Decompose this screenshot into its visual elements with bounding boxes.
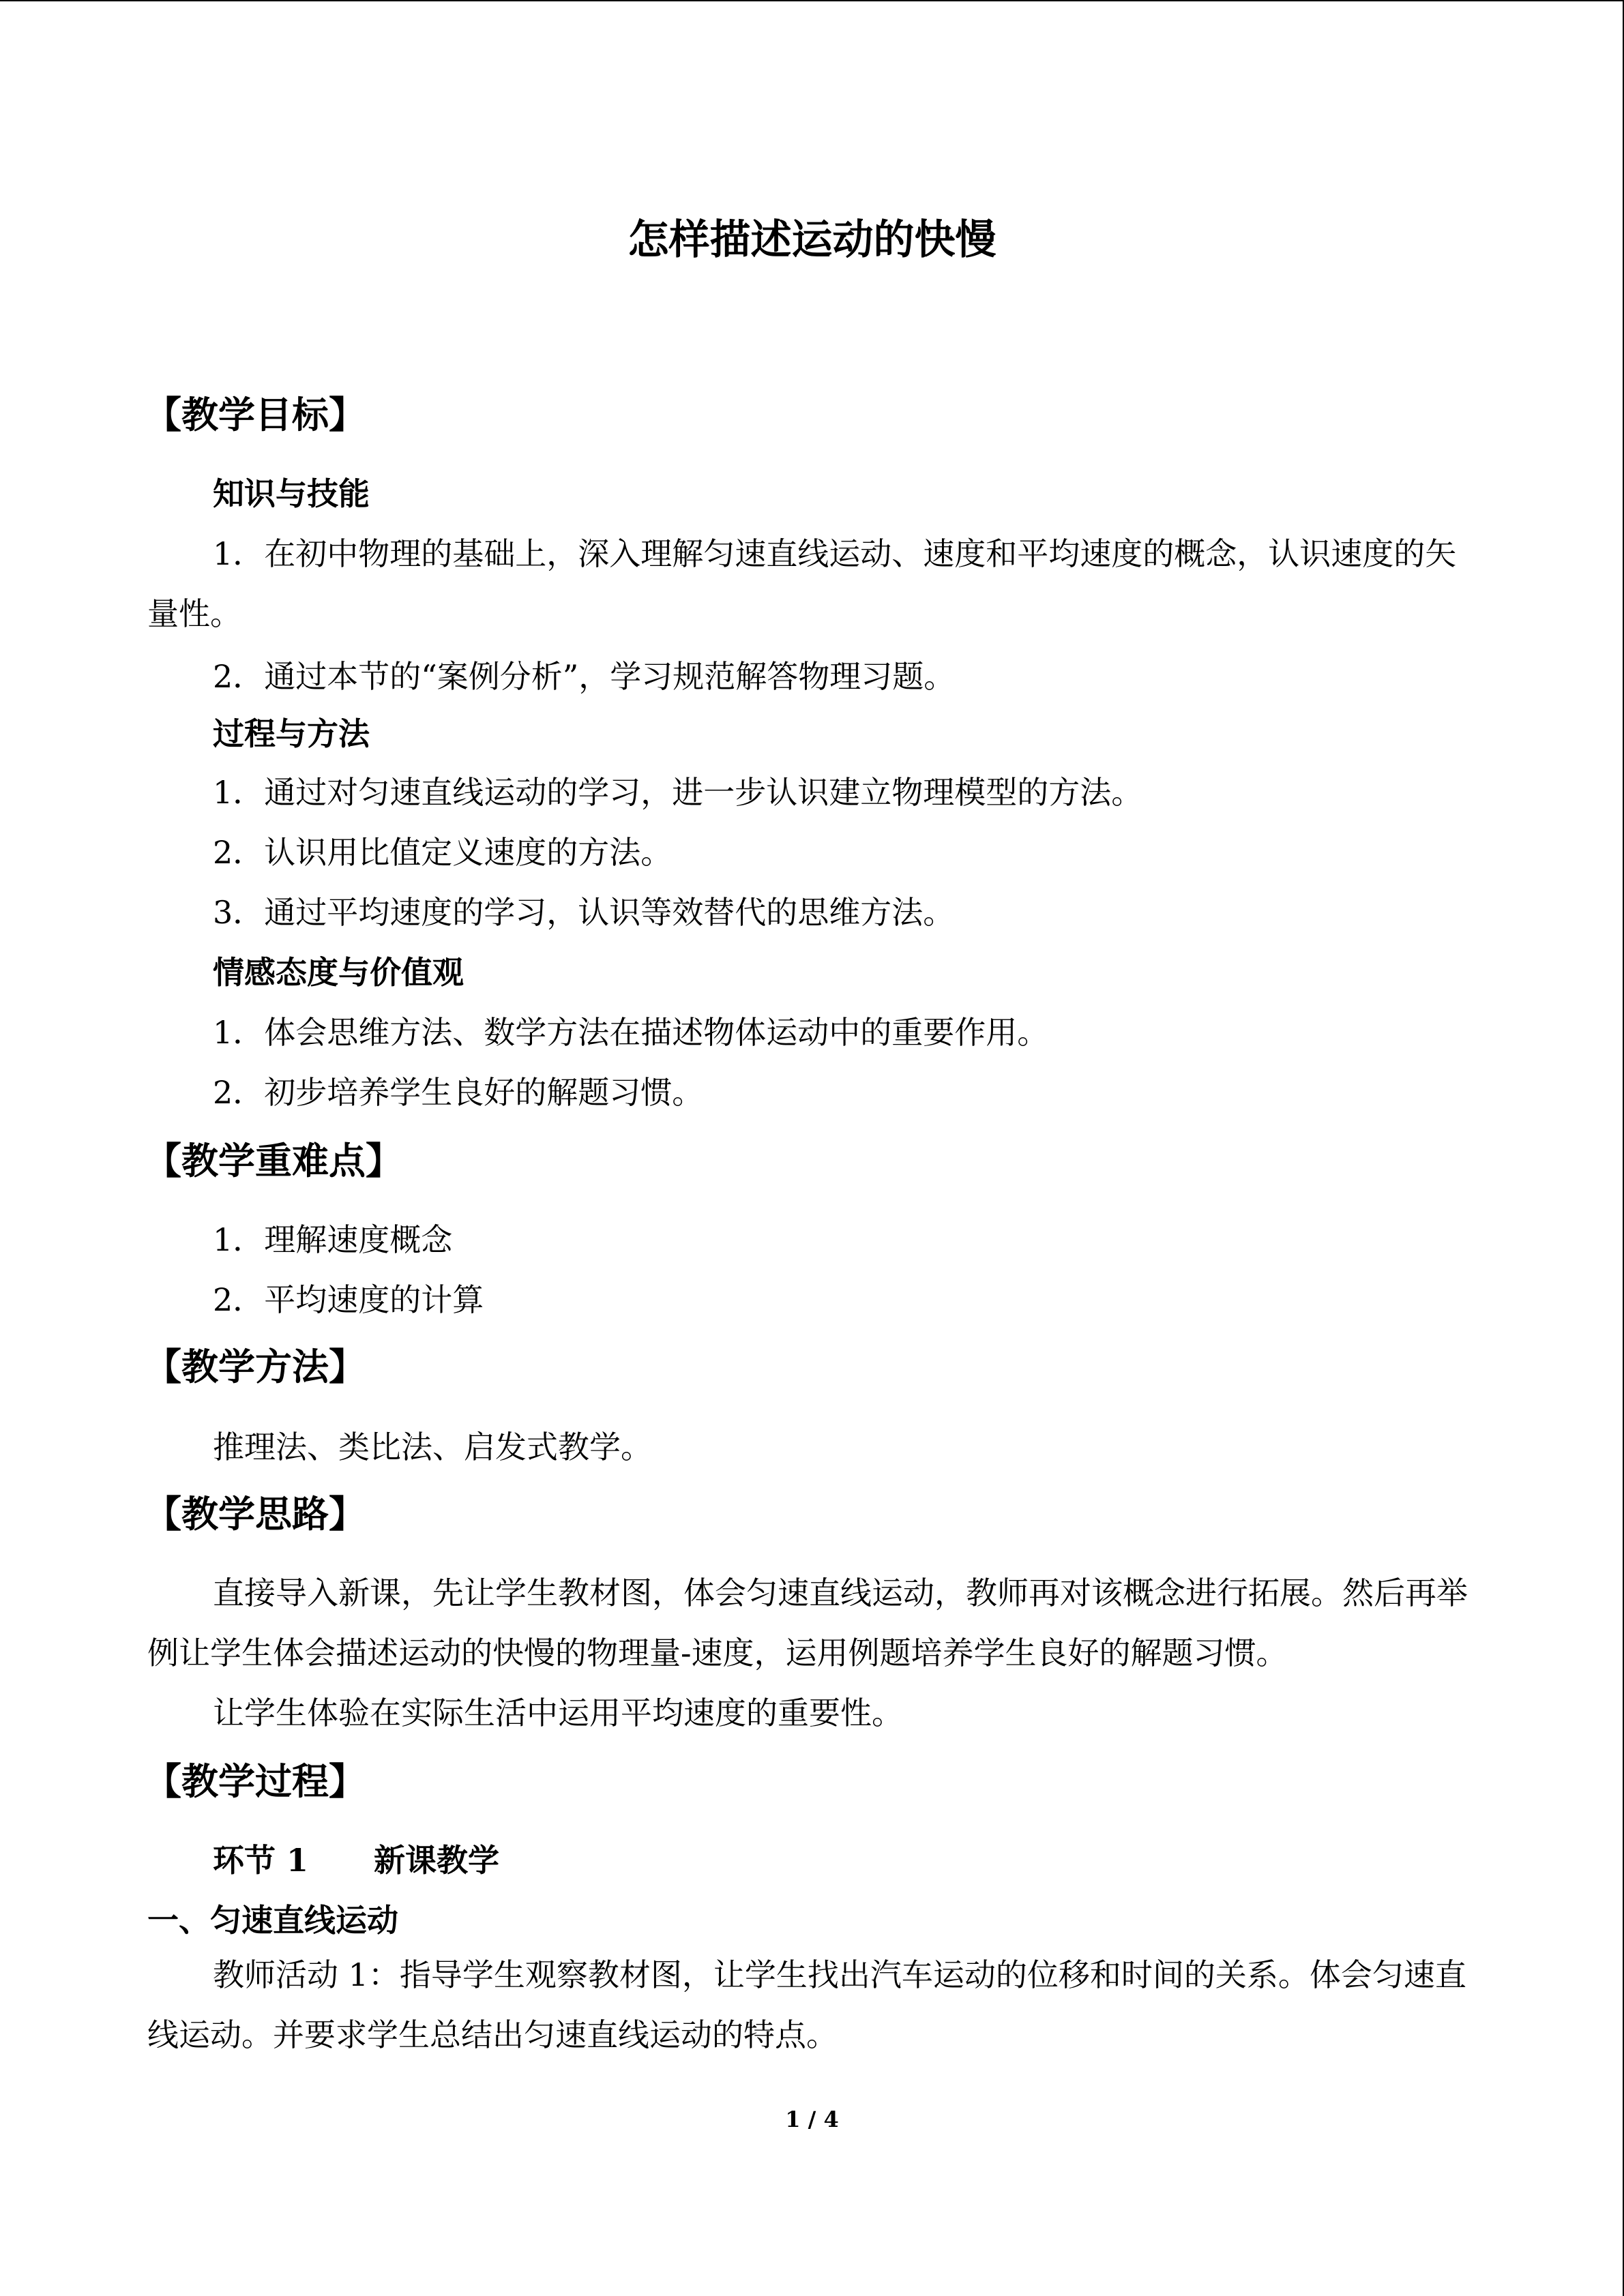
attitude-subheading: 情感态度与价值观 (213, 954, 464, 991)
attitude-item-2: 2．初步培养学生良好的解题习惯。 (213, 1074, 704, 1111)
knowledge-item-1: 1．在初中物理的基础上，深入理解匀速直线运动、速度和平均速度的概念，认识速度的矢量性。 (147, 535, 1457, 632)
keypoints-item-1: 1．理解速度概念 (213, 1221, 453, 1258)
knowledge-subheading: 知识与技能 (213, 475, 370, 512)
keypoints-heading: 【教学重难点】 (145, 1139, 402, 1182)
teacher-activity-1: 教师活动 1：指导学生观察教材图，让学生找出汽车运动的位移和时间的关系。体会匀速直线运动。并要求学生总结出匀速直线运动的特点。 (147, 1956, 1466, 2053)
process-item-3: 3．通过平均速度的学习，认识等效替代的思维方法。 (213, 894, 955, 931)
section-1-title: 一、匀速直线运动 (147, 1902, 398, 1939)
step-heading (213, 1838, 499, 1882)
page-number: 1 / 4 (785, 2106, 839, 2132)
knowledge-item-2: 2．通过本节的“案例分析”，学习规范解答物理习题。 (213, 658, 956, 695)
process-section-heading: 【教学过程】 (145, 1759, 366, 1803)
process-subheading: 过程与方法 (213, 715, 370, 752)
methods-text: 推理法、类比法、启发式教学。 (213, 1429, 652, 1465)
goals-heading: 【教学目标】 (145, 393, 366, 436)
process-item-2: 2．认识用比值定义速度的方法。 (213, 834, 673, 871)
attitude-item-1: 1．体会思维方法、数学方法在描述物体运动中的重要作用。 (213, 1014, 1049, 1051)
ideas-paragraph-1: 直接导入新课，先让学生教材图，体会匀速直线运动，教师再对该概念进行拓展。然后再举例让学生体会描述运动的快慢的物理量-速度，运用例题培养学生良好的解题习惯。 (147, 1575, 1468, 1671)
ideas-paragraph-2: 让学生体验在实际生活中运用平均速度的重要性。 (213, 1695, 903, 1731)
step-number: 环节 1 (213, 1842, 309, 1879)
keypoints-item-2: 2．平均速度的计算 (213, 1281, 484, 1318)
step-title: 新课教学 (374, 1842, 500, 1879)
methods-heading: 【教学方法】 (145, 1345, 366, 1388)
ideas-heading: 【教学思路】 (145, 1492, 366, 1536)
page-title: 怎样描述运动的快慢 (628, 216, 996, 264)
process-item-1: 1．通过对匀速直线运动的学习，进一步认识建立物理模型的方法。 (213, 774, 1143, 811)
